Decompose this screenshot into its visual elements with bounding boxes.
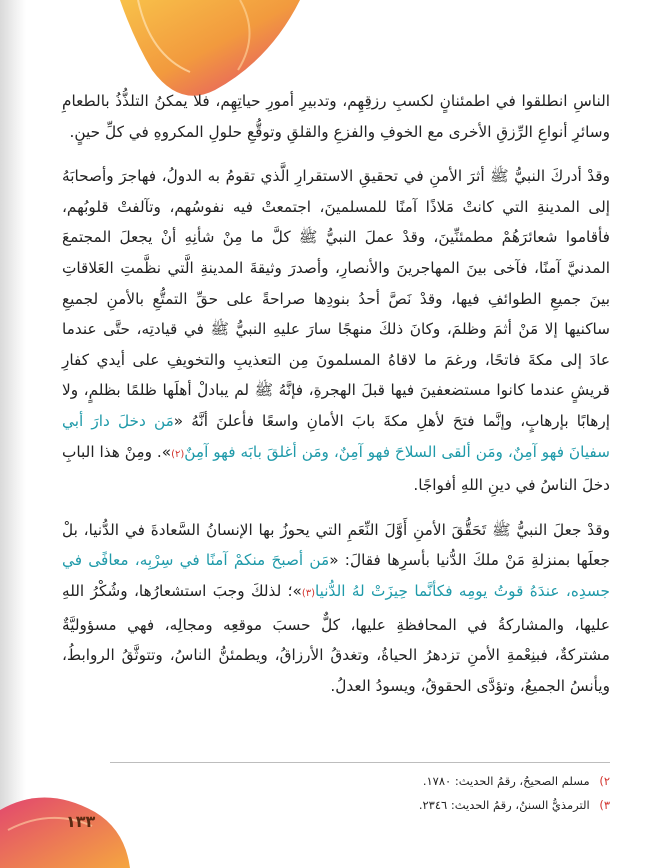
hadith-quote-1: مَن دخلَ دارَ أبي سفيانَ فهو آمِنٌ، ومَن ألقى السلاحَ فهو آمِنٌ، ومَن أغلقَ بابَه فهو آمِنٌ <box>62 411 610 461</box>
main-text <box>62 86 610 715</box>
paragraph-3 <box>62 515 610 702</box>
paragraph-2-text-end: ». ومِنْ هذا البابِ دخلَ الناسُ في دينِ اللهِ أفواجًا. <box>62 442 610 495</box>
hadith-quote-2: مَن أصبحَ منكمْ آمنًا في سِرْبِه، معافًى في جسدِه، عندَهُ قوتُ يومِه فكأنَّما حِيزَتْ لهُ الدُّنيا <box>62 551 610 600</box>
footnote-ref-2: (٢) <box>171 448 185 460</box>
footnote-number: ٣) <box>599 798 610 812</box>
footnote-ref-3: (٣) <box>301 587 315 599</box>
page-edge-shadow <box>0 0 26 868</box>
footnote-item <box>110 769 610 793</box>
paragraph-3-text-start: وقدْ جعلَ النبيُّ ﷺ تَحَقُّقَ الأمنِ أَوَّلَ النِّعَمِ التي يحوزُ بها الإنسانُ السَّعادةَ في الدُّنيا، بلْ جعلَها بمنزلةِ مَنْ ملكَ الدُّنيا بأسرِها فقالَ: « <box>62 520 610 570</box>
page-number: ١٣٣ <box>66 812 96 831</box>
footnote-number: ٢) <box>599 774 610 788</box>
paragraph-1-text: الناسِ انطلقوا في اطمئنانٍ لكسبِ رزقِهِم، وتدبيرِ أمورِ حياتِهِم، فلا يمكنُ التلذُّذُ بالطعامِ وسائرِ أنواعِ الرِّزقِ الأخرى مع الخوفِ والفزعِ والقلقِ وتوقُّعِ حلولِ المكروهِ في كلِّ حينٍ. <box>62 92 610 141</box>
footnote-item <box>110 793 610 817</box>
paragraph-2-text-start: وقدْ أدركَ النبيُّ ﷺ أثرَ الأمنِ في تحقيقِ الاستقرارِ الَّذي تقومُ به الدولُ، فهاجرَ وأصحابَهُ إلى المدينةِ التي كانتْ مَلاذًا آمنًا للمسلمينَ، اجتمعتْ فيه نفوسُهم، وتآلفتْ قلوبُهم، فأقاموا شعائرَهُمْ مطمئنِّينَ، وقدْ عملَ النبيُّ ﷺ كلَّ ما مِنْ شأنِهِ أنْ يجعلَ المجتمعَ المدنيَّ آمنًا، فآخى بينَ المهاجرينَ والأنصارِ، وأصدرَ وثيقةَ المدينةِ الَّتي نظَّمتِ العَلاقاتِ بينَ جميعِ الطوائفِ فيها، وقدْ نَصَّ أحدُ بنودِها صراحةً على حقِّ التمتُّعِ بالأمنِ لجميعِ ساكنيها إلا مَنْ أثمَ وظلمَ، وكانَ ذلكَ منهجًا سارَ عليهِ النبيُّ ﷺ في قيادتِه، حتَّى عندما عادَ إلى مكةَ فاتحًا، ورغمَ ما لاقاهُ المسلمونَ مِن التعذيبِ والتخويفِ على أيدي كفارِ قريشٍ عندما كانوا مستضعفينَ فيها قبلَ الهجرةِ، فإنَّهُ ﷺ لم يبادلْ أهلَها ظلمًا بظلمٍ، ولا إرهابًا بإرهابٍ، وإنَّما فتحَ لأهلِ مكةَ بابَ الأمانِ واسعًا فأعلنَ أنَّهُ « <box>62 167 611 430</box>
paragraph-2 <box>62 161 610 501</box>
paragraph-3-text-end: »؛ لذلكَ وجبَ استشعارُها، وشُكْرُ اللهِ عليها، والمشاركةُ في المحافظةِ عليها، كلٌّ حسبَ موقعِه ومجالِه، فهي مسؤوليَّةٌ مشتركةٌ، فبنِعْمةِ الأمنِ تزدهرُ الحياةُ، وتغدقُ الأرزاقُ، ويطمئنُّ الناسُ، وتتوثَّقُ الروابطُ، ويأنسُ الجميعُ، وتؤدَّى الحقوقُ، ويسودُ العدلُ. <box>62 581 610 695</box>
paragraph-1 <box>62 86 610 147</box>
footnote-text: الترمذيُّ السننُ، رقمُ الحديث: ٢٣٤٦. <box>418 798 590 812</box>
footnotes <box>110 762 610 817</box>
footnote-text: مسلم الصحيحُ، رقمُ الحديث: ١٧٨٠. <box>422 774 590 788</box>
